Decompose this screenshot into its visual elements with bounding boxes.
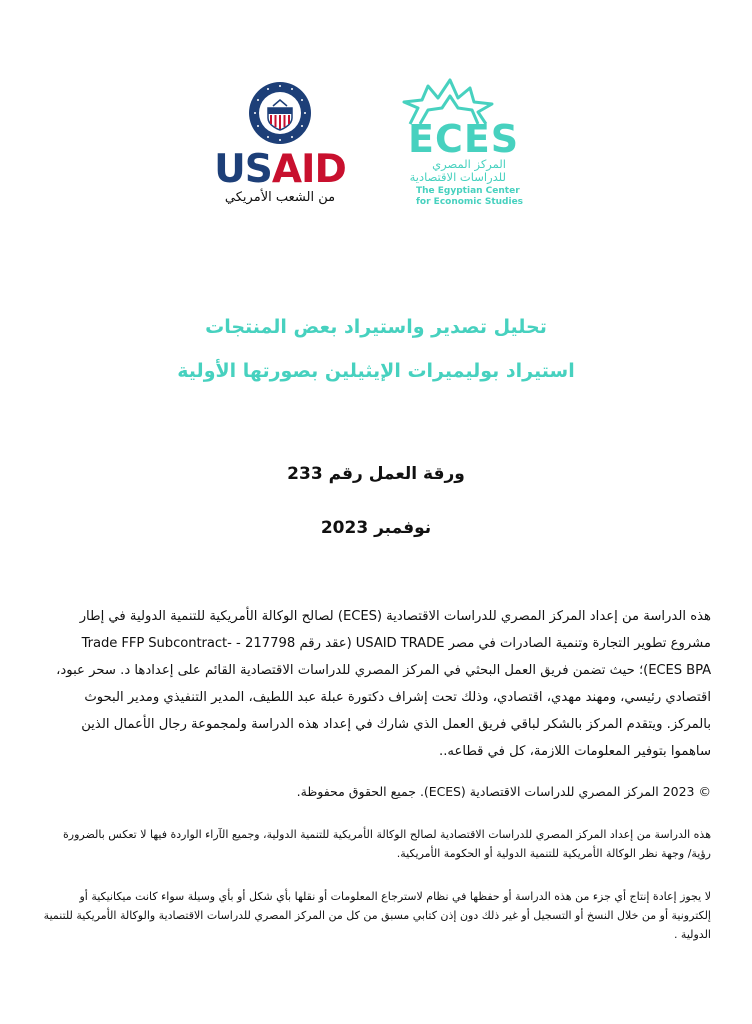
eces-english-name: The Egyptian Center for Economic Studies	[416, 186, 524, 207]
intro-line: هذه الدراسة من إعداد المركز المصري للدراسات الاقتصادية (ECES) لصالح الوكالة الأمريكية للتنمية الدولية في إطار	[79, 609, 711, 624]
title-line-1: تحليل تصدير واستيراد بعض المنتجات	[205, 316, 547, 338]
eces-wordmark: ECES	[408, 117, 520, 161]
title-line-2: استيراد بوليميرات الإيثيلين بصورتها الأولية	[177, 360, 575, 382]
intro-line: بالمركز. ويتقدم المركز بالشكر لباقي فريق العمل الذي شارك في إعداد هذه الدراسة ولمجموعة رجال الأعمال الذين	[81, 717, 711, 732]
rights-paragraph: لا يجوز إعادة إنتاج أي جزء من هذه الدراسة أو حفظها في نظام لاسترجاع المعلومات أو نقلها بأي شكل أو بأي وسيلة سواء كانت ميكانيكية أو إلكترونية أو من خلال النسخ أو التسجيل أو غير ذلك دون إذن كتابي مسبق من كل من المركز المصري للدراسات الاقتصادية والوكالة الأمريكية للتنمية الدولية .	[43, 890, 711, 941]
intro-paragraph	[40, 607, 711, 769]
copyright-notice: © 2023 المركز المصري للدراسات الاقتصادية (ECES). جميع الحقوق محفوظة.	[296, 784, 711, 799]
usaid-tagline: من الشعب الأمريكي	[224, 190, 336, 205]
logos-header	[0, 78, 752, 218]
usaid-wordmark: USAID	[214, 147, 346, 192]
intro-line: مشروع تطوير التجارة وتنمية الصادرات في مصر USAID TRADE (عقد رقم 217798 - -Trade FFP Subcontract	[81, 636, 711, 651]
eces-arabic-name: المركز المصري للدراسات الاقتصادية	[409, 157, 506, 184]
working-paper-number: ورقة العمل رقم 233	[287, 464, 465, 484]
intro-line: ECES BPA)؛ حيث تضمن فريق العمل البحثي في المركز المصري للدراسات الاقتصادية القائم على إعدادها د. سحر عبود،	[56, 663, 711, 678]
usaid-seal-icon	[247, 80, 313, 146]
disclaimer-paragraph: هذه الدراسة من إعداد المركز المصري للدراسات الاقتصادية لصالح الوكالة الأمريكية للتنمية الدولية، وجميع الآراء الواردة فيها لا تعكس بالضرورة رؤية/ وجهة نظر الوكالة الأمريكية للتنمية الدولية أو الحكومة الأمريكية.	[63, 828, 711, 860]
intro-line: اقتصادي رئيسي، ومهند مهدي، اقتصادي، وذلك تحت إشراف دكتورة عبلة عبد اللطيف، المدير التنفيذي ومدير البحوث	[84, 690, 711, 705]
usaid-logo	[210, 78, 350, 205]
intro-line: ساهموا بتوفير المعلومات اللازمة، كل في قطاعه..	[439, 744, 711, 759]
publication-date: نوفمبر 2023	[320, 518, 432, 538]
